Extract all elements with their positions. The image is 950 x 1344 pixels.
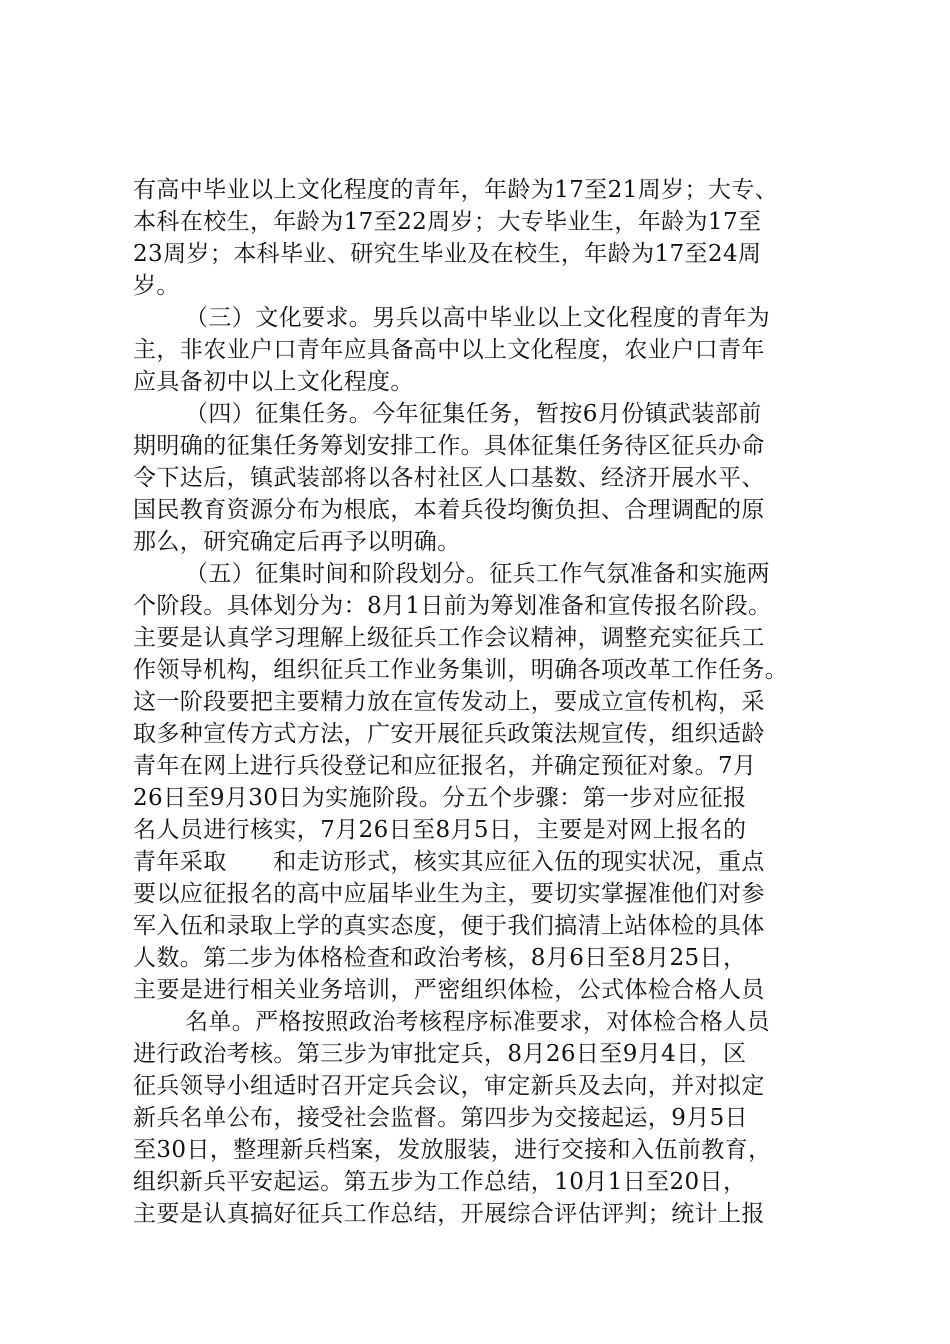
- text-line: （三）文化要求。男兵以高中毕业以上文化程度的青年为: [185, 305, 770, 331]
- text-line: 这一阶段要把主要精力放在宣传发动上，要成立宣传机构，采: [133, 689, 765, 715]
- text-line: （五）征集时间和阶段划分。征兵工作气氛准备和实施两: [185, 561, 770, 587]
- text-line: 国民教育资源分布为根底，本着兵役均衡负担、合理调配的原: [133, 497, 765, 523]
- text-line: 那么，研究确定后再予以明确。: [133, 529, 461, 555]
- text-line: 有高中毕业以上文化程度的青年，年龄为17至21周岁；大专、: [133, 177, 779, 203]
- text-line: 组织新兵平安起运。第五步为工作总结，10月1日至20日，: [133, 1169, 747, 1195]
- text-line: （四）征集任务。今年征集任务，暂按6月份镇武装部前: [185, 401, 762, 427]
- text-line: 23周岁；本科毕业、研究生毕业及在校生，年龄为17至24周: [133, 241, 762, 267]
- text-line: 名单。严格按照政治考核程序标准要求，对体检合格人员: [185, 1009, 770, 1035]
- text-line: 期明确的征集任务筹划安排工作。具体征集任务待区征兵办命: [133, 433, 765, 459]
- text-line: 作领导机构，组织征兵工作业务集训，明确各项改革工作任务。: [133, 657, 789, 683]
- text-line: 本科在校生，年龄为17至22周岁；大专毕业生，年龄为17至: [133, 209, 762, 235]
- text-line: 主要是认真学习理解上级征兵工作会议精神，调整充实征兵工: [133, 625, 765, 651]
- text-line: 应具备初中以上文化程度。: [133, 369, 414, 395]
- text-line: 要以应征报名的高中应届毕业生为主，要切实掌握准他们对参: [133, 881, 765, 907]
- text-line: 个阶段。具体划分为：8月1日前为筹划准备和宣传报名阶段。: [133, 593, 772, 619]
- text-line: 主，非农业户口青年应具备高中以上文化程度，农业户口青年: [133, 337, 765, 363]
- text-line: 26日至9月30日为实施阶段。分五个步骤：第一步对应征报: [133, 785, 747, 811]
- text-line: 征兵领导小组适时召开定兵会议，审定新兵及去向，并对拟定: [133, 1073, 765, 1099]
- text-line: 青年采取 和走访形式，核实其应征入伍的现实状况，重点: [133, 849, 765, 875]
- text-line: 主要是认真搞好征兵工作总结，开展综合评估评判；统计上报: [133, 1201, 765, 1227]
- text-line: 新兵名单公布，接受社会监督。第四步为交接起运，9月5日: [133, 1105, 749, 1131]
- text-line: 主要是进行相关业务培训，严密组织体检，公式体检合格人员: [133, 977, 765, 1003]
- text-line: 进行政治考核。第三步为审批定兵，8月26日至9月4日，区: [133, 1041, 747, 1067]
- text-line: 岁。: [133, 273, 180, 299]
- text-line: 至30日，整理新兵档案，发放服装，进行交接和入伍前教育，: [133, 1137, 772, 1163]
- text-line: 令下达后，镇武装部将以各村社区人口基数、经济开展水平、: [133, 465, 765, 491]
- text-line: 人数。第二步为体格检查和政治考核，8月6日至8月25日，: [133, 945, 747, 971]
- text-line: 军入伍和录取上学的真实态度，便于我们搞清上站体检的具体: [133, 913, 765, 939]
- text-line: 青年在网上进行兵役登记和应征报名，并确定预征对象。7月: [133, 753, 757, 779]
- text-line: 取多种宣传方式方法，广安开展征兵政策法规宣传，组织适龄: [133, 721, 765, 747]
- text-line: 名人员进行核实，7月26日至8月5日，主要是对网上报名的: [133, 817, 747, 843]
